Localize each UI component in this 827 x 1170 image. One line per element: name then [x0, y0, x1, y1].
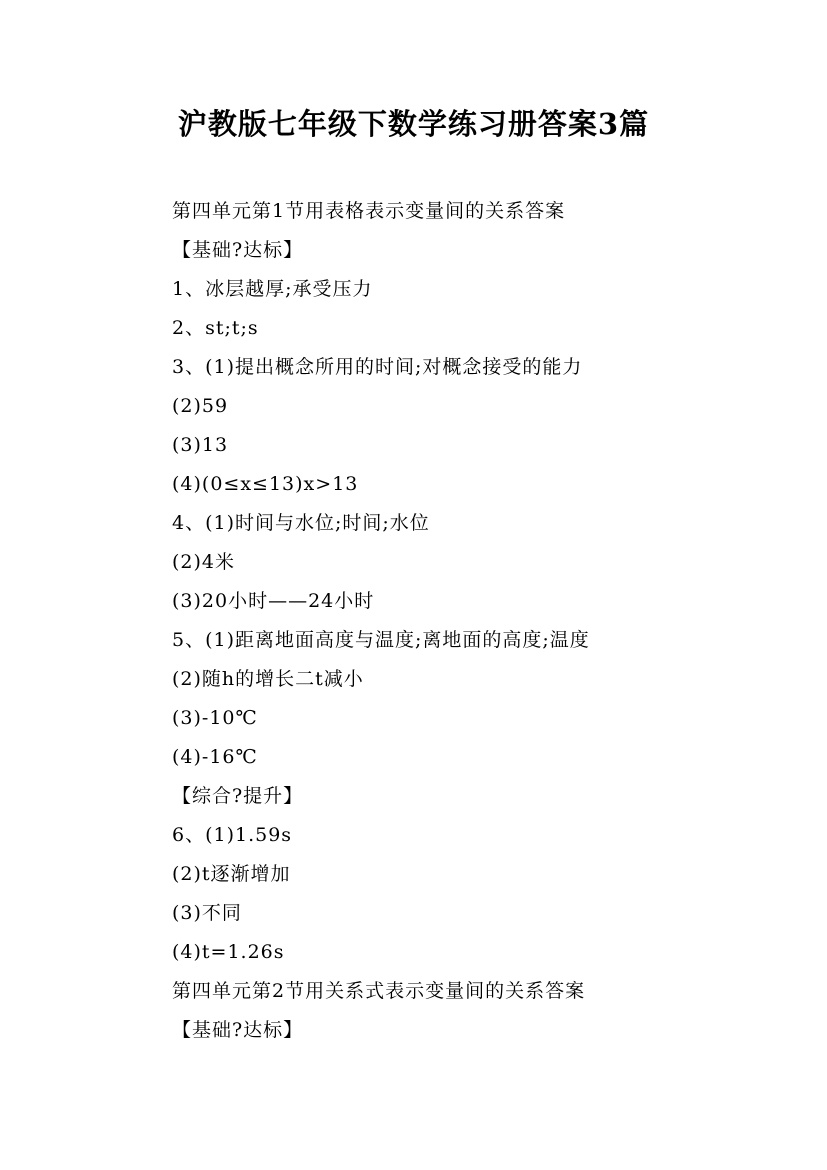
answer-line: 3、(1)提出概念所用的时间;对概念接受的能力 [172, 356, 583, 378]
document-title: 沪教版七年级下数学练习册答案3篇 [177, 107, 650, 141]
subsection-label: 【综合?提升】 [172, 785, 304, 807]
subsection-label: 【基础?达标】 [172, 239, 304, 261]
answer-line: 1、冰层越厚;承受压力 [172, 278, 373, 300]
answer-line: (2)4米 [172, 551, 236, 573]
answer-line: (3)13 [172, 434, 229, 456]
answer-line: (2)t逐渐增加 [172, 863, 291, 885]
answer-line: 4、(1)时间与水位;时间;水位 [172, 512, 430, 534]
answer-line: (4)t=1.26s [172, 941, 285, 963]
answer-line: (3)20小时——24小时 [172, 590, 375, 612]
answer-line: 2、st;t;s [172, 317, 259, 339]
answer-line: (4)-16℃ [172, 746, 258, 768]
section-heading: 第四单元第1节用表格表示变量间的关系答案 [172, 200, 566, 222]
section-heading: 第四单元第2节用关系式表示变量间的关系答案 [172, 980, 586, 1002]
answer-line: (3)-10℃ [172, 707, 258, 729]
answer-line: 6、(1)1.59s [172, 824, 293, 846]
answer-line: 5、(1)距离地面高度与温度;离地面的高度;温度 [172, 629, 590, 651]
answer-line: (3)不同 [172, 902, 242, 924]
answer-line: (2)随h的增长二t减小 [172, 668, 364, 690]
subsection-label: 【基础?达标】 [172, 1019, 304, 1041]
answer-list [172, 192, 732, 1050]
answer-line: (4)(0≤x≤13)x>13 [172, 473, 359, 495]
answer-line: (2)59 [172, 395, 229, 417]
